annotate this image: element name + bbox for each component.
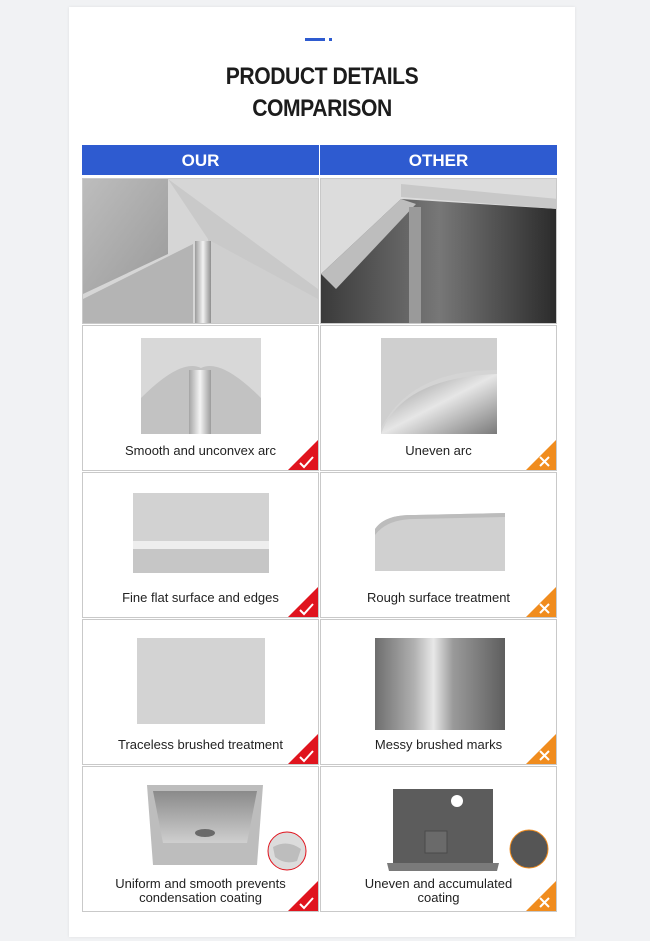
- surface-edge-photo: [375, 509, 505, 571]
- cross-icon: [526, 734, 556, 764]
- surface-edge-photo: [133, 493, 269, 573]
- cell-caption-line2: coating: [417, 890, 460, 905]
- cell-caption: Uneven arc: [405, 443, 472, 458]
- comparison-cell-other: [320, 766, 557, 912]
- page-title-line1: PRODUCT DETAILS: [225, 63, 419, 90]
- accent-bar: [305, 38, 325, 41]
- arc-detail-photo: [141, 338, 261, 434]
- brushed-surface-photo: [375, 638, 505, 730]
- cross-icon: [526, 587, 556, 617]
- comparison-cell-ours: [82, 325, 319, 471]
- cross-icon: [526, 440, 556, 470]
- overview-photo-other: [320, 178, 557, 324]
- sink-corner-photo: [321, 179, 557, 323]
- cell-caption: Messy brushed marks: [374, 737, 503, 752]
- checkmark-icon: [288, 881, 318, 911]
- checkmark-icon: [288, 734, 318, 764]
- cell-caption: Rough surface treatment: [366, 590, 511, 605]
- sink-bowl-underside-photo: [385, 783, 551, 875]
- sink-bowl-photo: [137, 783, 309, 871]
- comparison-cell-other: [320, 472, 557, 618]
- brushed-surface-photo: [137, 638, 265, 724]
- arc-detail-photo: [381, 338, 497, 434]
- comparison-cell-ours: [82, 472, 319, 618]
- sink-corner-photo: [83, 179, 318, 323]
- accent-dot: [329, 38, 332, 41]
- comparison-cell-other: [320, 325, 557, 471]
- comparison-cell-ours: [82, 619, 319, 765]
- cell-caption-line1: Uniform and smooth prevents: [115, 876, 286, 891]
- comparison-cell-other: [320, 619, 557, 765]
- column-header-ours: OUR: [82, 145, 319, 175]
- cell-caption: Fine flat surface and edges: [122, 590, 279, 605]
- column-header-other: OTHER: [320, 145, 557, 175]
- cross-icon: [526, 881, 556, 911]
- checkmark-icon: [288, 587, 318, 617]
- cell-caption: Smooth and unconvex arc: [124, 443, 277, 458]
- comparison-cell-ours: [82, 766, 319, 912]
- page-title-line2: COMPARISON: [252, 95, 392, 122]
- cell-caption-line1: Uneven and accumulated: [364, 876, 513, 891]
- cell-caption: Traceless brushed treatment: [118, 737, 283, 752]
- cell-caption-line2: condensation coating: [139, 890, 262, 905]
- checkmark-icon: [288, 440, 318, 470]
- overview-photo-ours: [82, 178, 319, 324]
